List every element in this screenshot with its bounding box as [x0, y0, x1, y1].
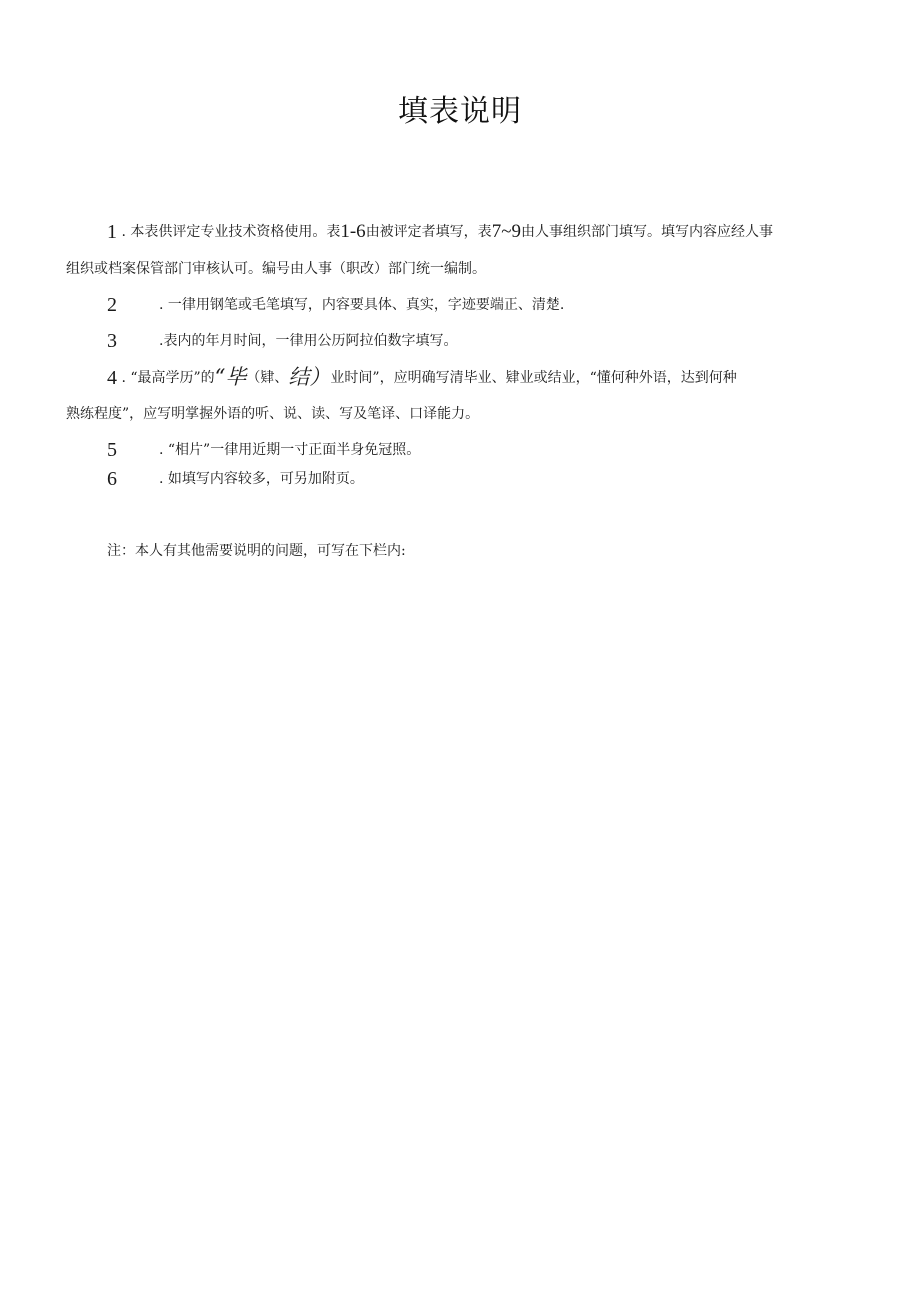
note-text: 注：本人有其他需要说明的问题，可写在下栏内:: [107, 543, 406, 559]
item-text-part: . 本表供评定专业技术资格使用。表: [117, 224, 341, 240]
item-text-part: 由人事组织部门填写。填写内容应经人事: [520, 224, 773, 240]
item-number: 4: [107, 367, 117, 389]
item-number: 6: [107, 468, 117, 490]
item-text-part: . “最高学历”的: [117, 370, 215, 386]
item-text-part: 由被评定者填写，表: [365, 224, 492, 240]
item-emphasis: 结）: [288, 365, 331, 389]
instruction-item-1-continued: 组织或档案保管部门审核认可。编号由人事（职改）部门统一编制。: [66, 261, 486, 277]
item-text-part: 业时间”，应明确写清毕业、肄业或结业，“懂何种外语，达到何种: [330, 370, 737, 386]
instruction-item-4: [107, 367, 737, 388]
item-text: . 如填写内容较多，可另加附页。: [159, 471, 364, 487]
item-text: . 一律用钢笔或毛笔填写，内容要具体、真实，字迹要端正、清楚.: [159, 297, 565, 313]
item-text-part: （肄、: [246, 370, 289, 386]
note-writing-area[interactable]: [66, 580, 856, 1260]
page-title: 填表说明: [398, 94, 522, 129]
instruction-item-2: [107, 295, 564, 315]
item-number-range: 1-6: [340, 221, 366, 242]
item-emphasis: “毕: [214, 365, 247, 389]
item-number: 1: [107, 221, 117, 243]
instruction-item-3: [107, 331, 457, 351]
item-number-range: 7~9: [491, 221, 521, 242]
item-number: 5: [107, 439, 117, 461]
instruction-item-4-continued: 熟练程度”，应写明掌握外语的听、说、读、写及笔译、口译能力。: [66, 406, 480, 422]
instruction-item-6: [107, 469, 364, 489]
item-number: 3: [107, 330, 117, 352]
instruction-item-1: [107, 222, 773, 242]
item-number: 2: [107, 294, 117, 316]
item-text: . “相片”一律用近期一寸正面半身免冠照。: [159, 442, 421, 458]
instruction-item-5: [107, 440, 420, 460]
item-text: .表内的年月时间，一律用公历阿拉伯数字填写。: [159, 333, 458, 349]
